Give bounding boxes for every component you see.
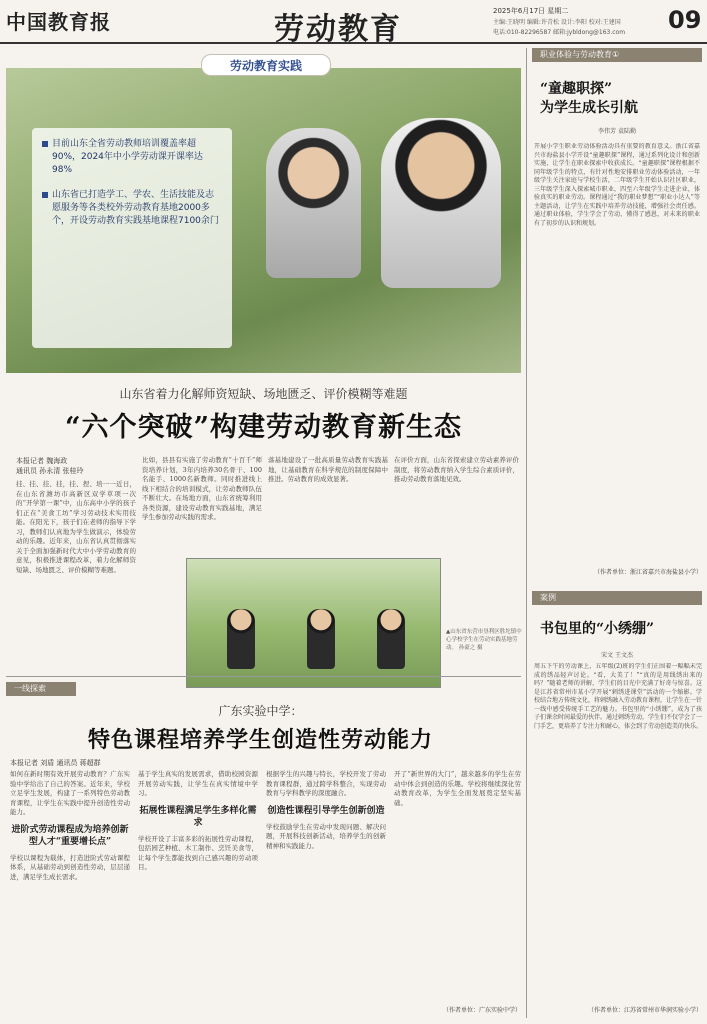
bottom-column-4	[394, 770, 521, 1000]
bottom-author: （作者单位：广东实验中学）	[442, 1007, 521, 1014]
feature-byline: 李伟芳 袁陆勤	[598, 128, 636, 135]
bottom-col3-text-b: 学校鼓励学生在劳动中发现问题、解决问题，开展科技创新活动，培养学生的创新精神和实践能力。	[266, 822, 386, 850]
series-banner: 职业体验与劳动教育①	[532, 48, 702, 62]
right-column-feature	[532, 48, 702, 576]
student-figure	[227, 609, 255, 669]
bottom-col4-text: 开了“新世界的大门”，越来越多的学生在劳动中体会到创造的乐趣。学校将继续深化劳动教育改革，为学生全面发展奠定坚实基础。	[394, 770, 521, 807]
bottom-col1-text: 如何在新时期有效开展劳动教育？广东实验中学给出了自己的答案。近年来，学校立足学生发展，构建了一系列特色劳动教育课程，让学生在实践中提升创造性劳动能力。	[10, 770, 130, 816]
student-figure	[377, 609, 405, 669]
case-banner: 案例	[532, 591, 702, 605]
feature-title: “童趣职探” 为学生成长引航	[540, 81, 638, 116]
column-divider	[526, 48, 527, 1018]
page-number: 09	[668, 6, 702, 34]
photo-caption: ▲山东省东营市垦利区胜坨镇中心学校学生在劳动实践基地劳动。 孙豪之 摄	[446, 629, 522, 651]
practice-label: 劳动教育实践	[201, 54, 331, 76]
bottom-column-1	[10, 770, 130, 1005]
bottom-col1-heading: 进阶式劳动课程成为培养创新型人才“重要增长点”	[11, 824, 129, 847]
bottom-column-3	[266, 770, 386, 1005]
lead-byline: 本报记者 魏海政 通讯员 孙永清 张桂玲	[16, 457, 84, 475]
issue-date: 2025年6月17日 星期二	[493, 7, 569, 15]
lead-column-2: 比如，县县有实施了劳动教育“十百千”师资培养计划，3年内培养30名骨干、100名能手、1000名新教师。同时推进线上线下相结合的培训模式，让劳动教师队伍不断壮大。在场地方面，山东省统筹利用各类资源，建设劳动教育实践基地，满足学生参加劳动实践的需求。	[142, 456, 262, 521]
bottom-column-2	[138, 770, 258, 1005]
feature-body: 开展小学生职业劳动体验活动具有重要的教育意义。浙江省嘉兴市海盐县小学开设“童趣职探”课程，通过系列化设计和创新实施，让学生在职业探索中收获成长。“童趣职探”课程根据不同年级学生的特点，有针对性地安排职业劳动体验活动，一年级学生关注家庭与学校生活，二年级学生开始认识社区职业，三年级学生深入探索城市职业，四至六年级学生走进企业，体验真实的职业劳动。课程通过“我的职业梦想”“职业小达人”等主题活动，让学生在实践中培养劳动技能，增强社会责任感。通过职业体验，学生学会了劳动、懂得了感恩，对未来的职业有了初步的认识和规划。	[534, 143, 700, 227]
student-figure	[381, 118, 501, 288]
students-working-photo	[186, 558, 441, 688]
bottom-byline: 本报记者 刘盾 通讯员 蒋超群	[10, 759, 101, 767]
editors-line: 主编:王晓明 编辑:许青松 设计:李阳 校对:王建国	[493, 19, 621, 26]
case-byline: 宋文 王文杰	[601, 652, 633, 659]
case-title: 书包里的“小绣绷”	[540, 621, 655, 637]
lead-column-3: 落基地建设了一批高质量劳动教育实践基地，让基础教育在科学规范的制度保障中推进。劳动教育的成效显著。	[268, 456, 388, 483]
bottom-col2-text-b: 学校开设了丰富多彩的拓展性劳动课程，包括园艺种植、木工制作、烹饪美食等，让每个学生都能找到自己感兴趣的劳动项目。	[138, 834, 258, 871]
lead-column-4: 在评价方面，山东省探索建立劳动素养评价制度，将劳动教育纳入学生综合素质评价，推动劳动教育落地见效。	[394, 456, 519, 483]
fact-box	[32, 128, 232, 348]
lead-story	[6, 48, 522, 651]
fact-item: 目前山东全省劳动教师培训覆盖率超90%，2024年中小学劳动课开课率达98%	[42, 138, 222, 177]
contact-line: 电话:010-82296587 邮箱:jybldong@163.com	[493, 29, 626, 36]
bottom-col3-heading: 创造性课程引导学生创新创造	[267, 805, 385, 816]
bottom-col2-heading: 拓展性课程满足学生多样化需求	[139, 805, 257, 828]
frontline-tag: 一线探索	[6, 682, 76, 696]
case-author: （作者单位：江苏省常州市华润实验小学）	[587, 1007, 702, 1014]
bottom-col3-text: 根据学生的兴趣与特长，学校开发了劳动教育课程群，通过跨学科整合，实现劳动教育与学科教学的深度融合。	[266, 770, 386, 797]
bottom-headline: 特色课程培养学生创造性劳动能力	[87, 727, 433, 753]
bottom-col1-text-b: 学校以课程为载体，打造进阶式劳动课程体系，从基础劳动到创造性劳动，层层递进，满足学生成长需求。	[10, 853, 130, 881]
bottom-col2-text: 基于学生真实的发展需求，借助校园资源开展劳动实践，让学生在真实情境中学习。	[138, 770, 258, 797]
fact-item: 山东省已打造学工、学农、生活技能及志愿服务等各类校外劳动教育基地2000多个，开设劳动教育实践基地课程7100余门	[42, 189, 222, 228]
section-divider	[6, 676, 521, 677]
masthead	[0, 0, 707, 47]
paper-name: 中国教育报	[6, 10, 111, 34]
lead-headline: “六个突破”构建劳动教育新生态	[64, 412, 463, 443]
section-title: 劳动教育	[274, 12, 402, 47]
feature-author: （作者单位：浙江省嘉兴市海盐县小学）	[593, 569, 702, 576]
lead-column-1: 挂、挂、挂、挂，挂、捏、培一一近日，在山东省潍坊市高新区双学草项一次的“开学第一课”中，山东高中小学的孩子们正在“美食工坊”学习劳动技术实用技能。在阳光下，孩子们在老师的指导下学习，教师们认真地为学生做演示，体验劳动的乐趣。近年来，山东省认真贯彻落实关于全面加强新时代大中小学劳动教育的意见，积极推进课程改革，着力化解师资短缺、场地匮乏、评价模糊等难题。	[16, 480, 136, 574]
bottom-subhead: 广东实验中学：	[218, 704, 303, 718]
lead-photo	[6, 68, 521, 373]
student-figure	[307, 609, 335, 669]
lead-subhead: 山东省着力化解师资短缺、场地匮乏、评价模糊等难题	[119, 387, 408, 401]
case-body: 周五下午的劳动课上，五年级(2)班的学生们正围着一幅幅未完成的绣品轻声讨论。“看，大美了！”“真的是用线绣出来的吗？”随着老师的讲解，学生们的目光中充满了好奇与惊喜。这是江苏省常州市某小学开展“刺绣进课堂”活动的一个缩影。学校结合地方传统文化，将刺绣融入劳动教育课程，让学生在一针一线中感受传统手工艺的魅力。书包里的“小绣绷”，成为了孩子们课余时间最爱的伙伴。通过刺绣劳动，学生们不仅学会了一门手艺，更培养了专注力和耐心，体会到了劳动创造美的快乐。	[534, 663, 702, 730]
student-figure	[266, 128, 361, 278]
